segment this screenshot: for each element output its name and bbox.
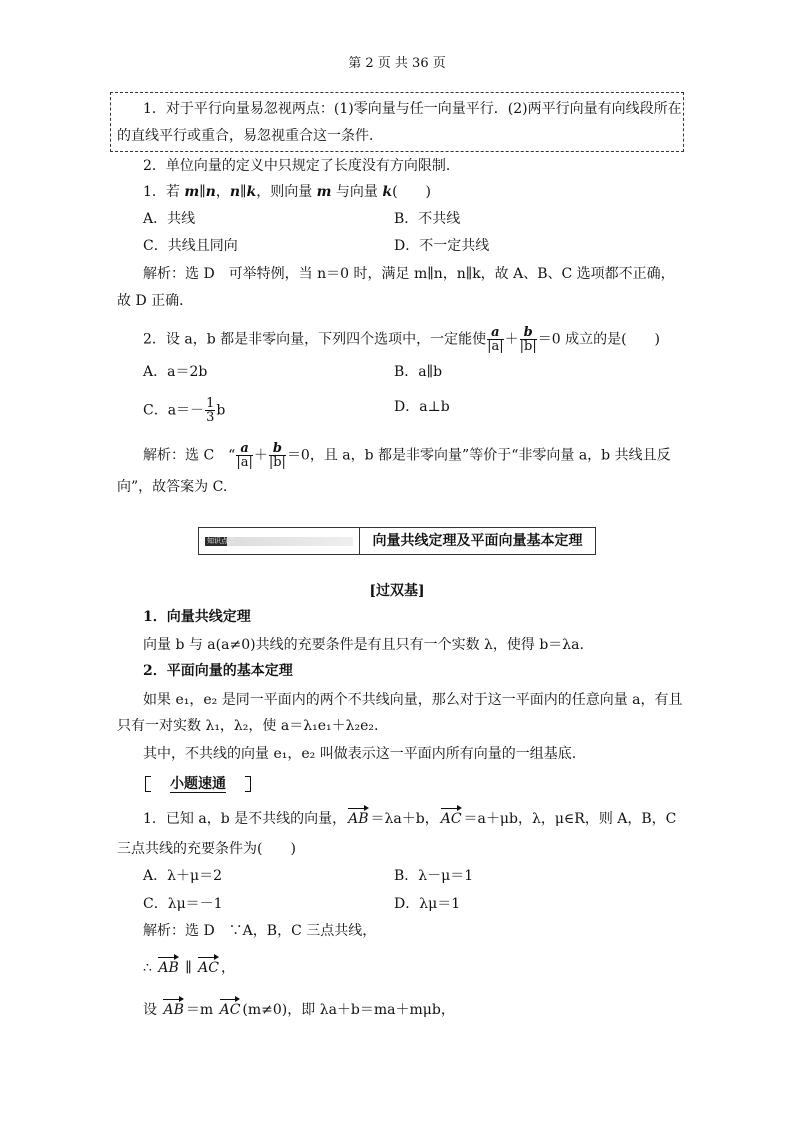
question-1-solution-cont: 故 D 正确． (117, 293, 194, 309)
question-1-option-b: B．不共线 (394, 211, 461, 227)
question-2-option-c: C．a＝－ $\frac{1}{3}$ b (143, 396, 226, 425)
question-2-stem: 2．设 a，b 都是非零向量，下列四个选项中，一定能使 $\frac{a}{|a|}$ ＋ $\frac{b}{|b|}$ ＝0 成立的是( ) (143, 325, 661, 354)
practice-question-stem-cont: 三点共线的充要条件为( ) (117, 841, 296, 857)
question-2-solution-cont: 向”，故答案为 C. (117, 479, 228, 495)
theorem-2-title: 2．平面向量的基本定理 (143, 663, 293, 679)
question-2-option-a: A．a＝2b (143, 364, 208, 380)
question-2-option-d: D．a⊥b (394, 399, 450, 415)
practice-option-d: D．λμ＝1 (394, 896, 461, 912)
page-header: 第 2 页 共 36 页 (348, 56, 446, 71)
theorem-1-body: 向量 b 与 a(a≠0)共线的充要条件是有且只有一个实数 λ，使得 b＝λa. (143, 637, 584, 653)
fraction-one-third: $\frac{1}{3}$ (206, 396, 215, 425)
practice-solution-3: 设 AB ＝m AC (m≠0)，即 λa＋b＝ma＋mμb， (143, 997, 455, 1020)
question-1-option-d: D．不一定共线 (394, 238, 490, 254)
question-1-stem: 1．若 m∥n，n∥k，则向量 m 与向量 k( ) (143, 184, 432, 200)
theorem-2-body-3: 其中，不共线的向量 e₁，e₂ 叫做表示这一平面内所有向量的一组基底. (143, 746, 577, 762)
tip-line-1: 1．对于平行向量易忽视两点：(1)零向量与任一向量平行．(2)两平行向量有向线段所在 (143, 101, 682, 117)
tip-line-3: 2．单位向量的定义中只规定了长度没有方向限制． (143, 158, 460, 174)
basics-heading: [过双基] (369, 583, 425, 599)
question-2-solution: 解析：选 C “ $\frac{a}{|a|}$ ＋ $\frac{b}{|b|}$ ＝0，且 a，b 都是非零向量”等价于“非零向量 a，b 共线且反 (143, 441, 671, 470)
question-1-option-a: A．共线 (143, 211, 196, 227)
vector-ab: AB (348, 806, 368, 829)
practice-solution-1: 解析：选 D ∵A，B，C 三点共线， (143, 923, 377, 939)
theorem-1-title: 1．向量共线定理 (143, 609, 251, 625)
section-title: 向量共线定理及平面向量基本定理 (372, 533, 583, 549)
practice-option-b: B．λ－μ＝1 (394, 868, 474, 884)
theorem-2-body-1: 如果 e₁，e₂ 是同一平面内的两个不共线向量，那么对于这一平面内的任意向量 a，有且 (143, 692, 683, 708)
question-2-option-b: B．a∥b (394, 364, 443, 380)
practice-tag: 小题速通 (145, 774, 251, 794)
theorem-2-body-2: 只有一对实数 λ₁，λ₂，使 a＝λ₁e₁＋λ₂e₂. (117, 718, 379, 734)
practice-option-c: C．λμ＝－1 (143, 896, 223, 912)
section-tag: 知识点二 (199, 528, 360, 554)
practice-question-stem: 1．已知 a，b 是不共线的向量， AB ＝λa＋b， AC ＝a＋μb，λ，μ∈R，则 A，B，C (143, 806, 676, 829)
question-1-option-c: C．共线且同向 (143, 238, 238, 254)
tip-line-2: 的直线平行或重合，易忽视重合这一条件． (117, 128, 383, 144)
practice-solution-2: ∴ AB ∥ AC ， (143, 955, 235, 978)
fraction-b: $\frac{b}{|b|}$ (519, 325, 537, 354)
question-1-solution: 解析：选 D 可举特例，当 n＝0 时，满足 m∥n，n∥k，故 A、B、C 选项都不正确， (143, 266, 675, 282)
section-header (198, 527, 596, 555)
practice-option-a: A．λ＋μ＝2 (143, 868, 222, 884)
vector-ac: AC (441, 806, 462, 829)
fraction-a: $\frac{a}{|a|}$ (487, 325, 504, 354)
